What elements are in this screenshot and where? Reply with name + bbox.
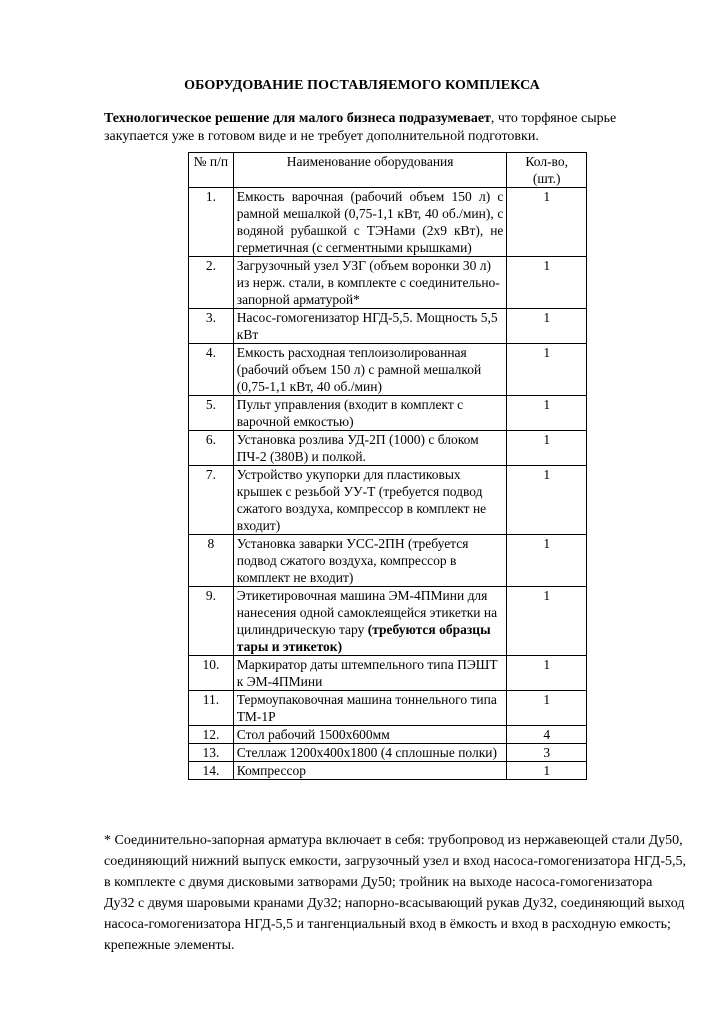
- row-num: 9.: [189, 587, 234, 656]
- row-name: Загрузочный узел УЗГ (объем воронки 30 л) из нерж. стали, в комплекте с соединительно-запорной арматурой*: [233, 257, 507, 309]
- row-name: Емкость варочная (рабочий объем 150 л) с рамной мешалкой (0,75-1,1 кВт, 40 об./мин), с водяной рубашкой с ТЭНами (2х9 кВт), не герметичная (с сегментными крышками): [233, 188, 507, 257]
- row-name: Маркиратор даты штемпельного типа ПЭШТ к ЭМ-4ПМини: [233, 656, 507, 691]
- header-name: Наименование оборудования: [233, 153, 507, 188]
- row-num: 12.: [189, 726, 234, 744]
- row-qty: 4: [507, 726, 587, 744]
- equipment-table: [188, 152, 587, 780]
- table-row: [189, 466, 587, 535]
- row-num: 11.: [189, 691, 234, 726]
- row-qty: 1: [507, 257, 587, 309]
- footnote: * Соединительно-запорная арматура включает в себя: трубопровод из нержавеющей стали Ду50, соединяющий нижний выпуск емкости, загрузочный узел и вход насоса-гомогенизатора НГД-5,5, в комплекте с двумя дисковыми затворами Ду50; тройник на выходе насоса-гомогенизатора Ду32 с двумя шаровыми кранами Ду32; напорно-всасывающий рукав Ду32, соединяющий выход насоса-гомогенизатора НГД-5,5 и тангенциальный вход в ёмкость и вход в расходную емкость; крепежные элементы.: [104, 833, 687, 953]
- header-qty: Кол-во, (шт.): [507, 153, 587, 188]
- row-name: Стеллаж 1200х400х1800 (4 сплошные полки): [233, 744, 507, 762]
- row-name: Пульт управления (входит в комплект с варочной емкостью): [233, 396, 507, 431]
- row-qty: 1: [507, 535, 587, 587]
- table-row: [189, 656, 587, 691]
- row-qty: 1: [507, 587, 587, 656]
- row-num: 2.: [189, 257, 234, 309]
- row-num: 7.: [189, 466, 234, 535]
- table-row: [189, 726, 587, 744]
- intro-text: , что торфяное сырье закупается уже в готовом виде и не требует дополнительной подготовки.: [104, 111, 617, 144]
- row-qty: 1: [507, 466, 587, 535]
- row-qty: 1: [507, 431, 587, 466]
- table-header-row: [189, 153, 587, 188]
- row-name: Компрессор: [233, 762, 507, 780]
- intro-bold-text: Технологическое решение для малого бизнеса подразумевает: [104, 111, 491, 126]
- row-num: 3.: [189, 309, 234, 344]
- row-qty: 1: [507, 188, 587, 257]
- row-num: 8: [189, 535, 234, 587]
- row-num: 1.: [189, 188, 234, 257]
- row-num: 6.: [189, 431, 234, 466]
- table-row: [189, 188, 587, 257]
- table-row: [189, 396, 587, 431]
- row-qty: 1: [507, 691, 587, 726]
- row-num: 14.: [189, 762, 234, 780]
- row-num: 4.: [189, 344, 234, 396]
- row-qty: 1: [507, 656, 587, 691]
- intro-paragraph: [104, 110, 644, 146]
- row-name-bold-note: (требуются образцы тары и этикеток): [236, 622, 491, 654]
- row-name: Устройство укупорки для пластиковых крышек с резьбой УУ-Т (требуется подвод сжатого воздуха, компрессор в комплект не входит): [233, 466, 507, 535]
- row-name-cell: [233, 587, 507, 656]
- row-name: Стол рабочий 1500х600мм: [233, 726, 507, 744]
- row-qty: 1: [507, 396, 587, 431]
- row-qty: 3: [507, 744, 587, 762]
- page-title: ОБОРУДОВАНИЕ ПОСТАВЛЯЕМОГО КОМПЛЕКСА: [184, 78, 540, 93]
- row-qty: 1: [507, 309, 587, 344]
- table-row: [189, 587, 587, 656]
- row-name: Установка розлива УД-2П (1000) с блоком ПЧ-2 (380В) и полкой.: [233, 431, 507, 466]
- row-name: Этикетировочная машина ЭМ-4ПМини для нанесения одной самоклеящейся этикетки на цилиндрическую тару: [236, 588, 498, 637]
- row-qty: 1: [507, 344, 587, 396]
- table-row: [189, 691, 587, 726]
- table-row: [189, 309, 587, 344]
- row-name: Емкость расходная теплоизолированная (рабочий объем 150 л) с рамной мешалкой (0,75-1,1 кВт, 40 об./мин): [233, 344, 507, 396]
- table-row: [189, 344, 587, 396]
- table-row: [189, 431, 587, 466]
- row-num: 13.: [189, 744, 234, 762]
- table-row: [189, 762, 587, 780]
- row-num: 5.: [189, 396, 234, 431]
- row-name: Термоупаковочная машина тоннельного типа ТМ-1Р: [233, 691, 507, 726]
- table-row: [189, 744, 587, 762]
- row-name: Насос-гомогенизатор НГД-5,5. Мощность 5,5 кВт: [233, 309, 507, 344]
- header-num: № п/п: [189, 153, 234, 188]
- row-qty: 1: [507, 762, 587, 780]
- table-row: [189, 257, 587, 309]
- table-row: [189, 535, 587, 587]
- row-name: Установка заварки УСС-2ПН (требуется подвод сжатого воздуха, компрессор в комплект не входит): [233, 535, 507, 587]
- row-num: 10.: [189, 656, 234, 691]
